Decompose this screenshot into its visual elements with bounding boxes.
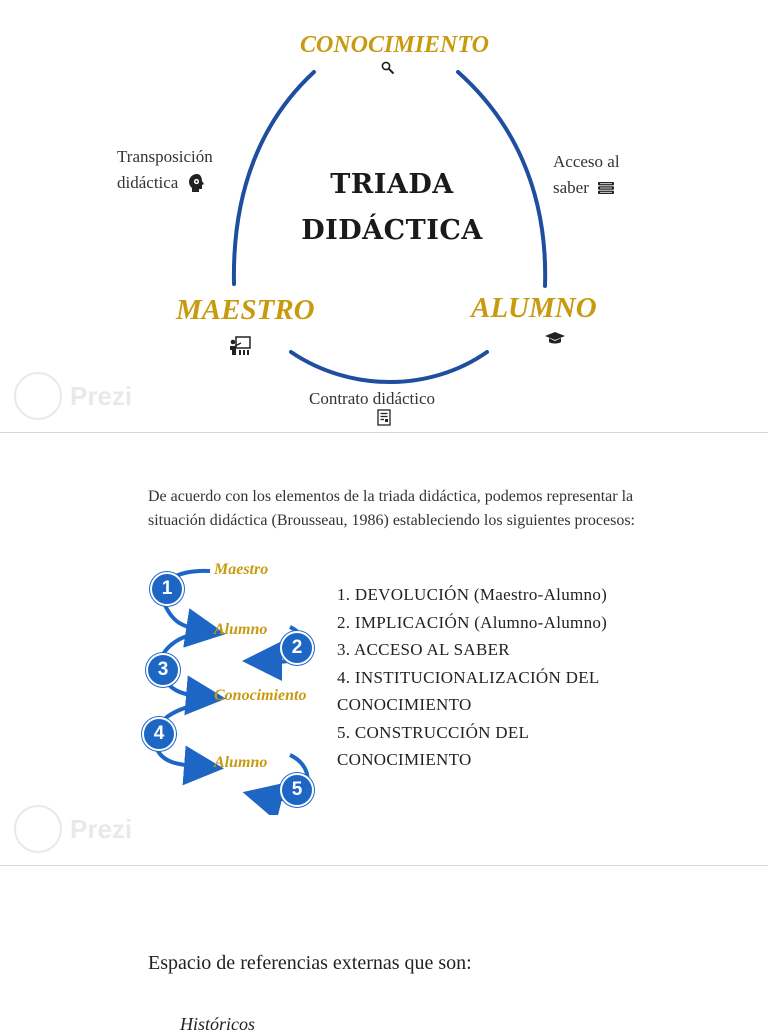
step-line: 2. IMPLICACIÓN (Alumno-Alumno): [337, 612, 608, 632]
vertex-conocimiento: CONOCIMIENTO: [300, 32, 489, 58]
graduation-cap-icon: [544, 331, 566, 345]
vertex-maestro: MAESTRO: [176, 294, 315, 326]
teacher-board-icon: [229, 336, 251, 356]
prezi-logo-icon: [14, 805, 62, 853]
edge-right-line1: Acceso al: [553, 152, 620, 171]
step-line: 1. DEVOLUCIÓN (Maestro-Alumno): [337, 585, 608, 604]
badge-3: 3: [146, 653, 180, 687]
step-line: CONOCIMIENTO: [337, 750, 472, 769]
flow-label-maestro: Maestro: [214, 561, 269, 578]
title-line-1: TRIADA: [330, 169, 454, 200]
flow-label-conocimiento: Conocimiento: [214, 687, 307, 704]
references-heading: Espacio de referencias externas que son:: [148, 952, 472, 974]
edge-right-line2: saber: [553, 178, 589, 197]
slide-referencias: [0, 866, 768, 1034]
vertex-alumno: ALUMNO: [471, 292, 597, 324]
step-line: 3. ACCESO AL SABER: [337, 640, 510, 659]
prezi-watermark-text: Prezi: [70, 380, 133, 411]
badge-4: 4: [142, 717, 176, 751]
arc-bottom: [291, 352, 487, 382]
references-item-historicos: Históricos: [180, 1014, 256, 1034]
badge-5: 5: [280, 773, 314, 807]
edge-transposicion: [117, 144, 213, 196]
step-line: 5. CONSTRUCCIÓN DEL: [337, 722, 530, 742]
prezi-logo-icon: [14, 372, 62, 420]
step-line: CONOCIMIENTO: [337, 695, 472, 714]
title-line-2: DIDÁCTICA: [301, 215, 483, 246]
process-steps-list: [337, 581, 667, 774]
books-icon: [597, 181, 615, 195]
slide-procesos: [0, 433, 768, 865]
slide-triada: [0, 0, 768, 432]
edge-left-line2: didáctica: [117, 173, 179, 192]
triad-title: [264, 162, 520, 254]
edge-left-line1: Transposición: [117, 147, 213, 166]
badge-2: 2: [280, 631, 314, 665]
flow-label-alumno-1: Alumno: [214, 621, 268, 638]
edge-acceso: [553, 149, 620, 201]
step-line: 4. INSTITUCIONALIZACIÓN DEL: [337, 667, 600, 687]
document-icon: [377, 409, 391, 426]
prezi-watermark: [14, 805, 132, 853]
search-icon: [381, 61, 395, 75]
prezi-watermark: [14, 372, 132, 420]
flow-label-alumno-2: Alumno: [214, 754, 268, 771]
prezi-watermark-text: Prezi: [70, 813, 133, 844]
intro-text: De acuerdo con los elementos de la triada didáctica, podemos representar la situación didáctica (Brousseau, 1986) estableciendo los siguientes procesos:: [148, 488, 635, 529]
head-gear-icon: [188, 173, 206, 193]
badge-1: 1: [150, 572, 184, 606]
edge-contrato: Contrato didáctico: [309, 389, 436, 408]
